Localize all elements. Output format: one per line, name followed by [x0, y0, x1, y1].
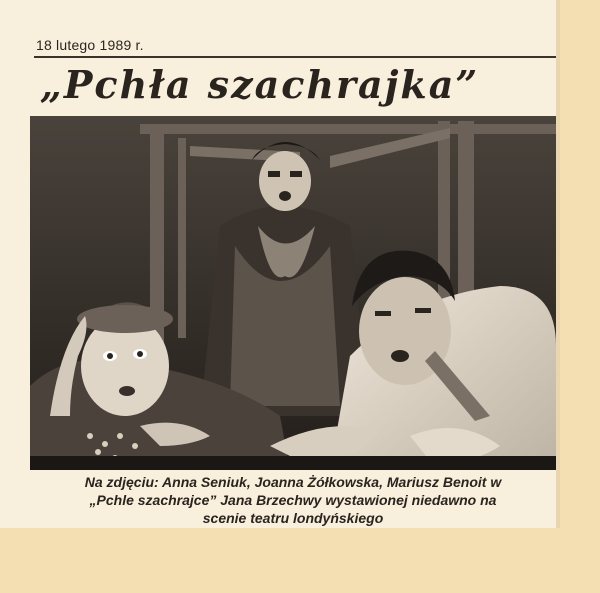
article-headline: „Pchła szachrajka”: [40, 62, 480, 107]
clipping-edge: [556, 0, 560, 528]
caption-line-3: scenie teatru londyńskiego: [202, 510, 384, 526]
caption-line-1: Na zdjęciu: Anna Seniuk, Joanna Żółkowska, Mariusz Benoit w: [84, 474, 502, 490]
stage-photo-illustration: [30, 116, 556, 470]
stage-photo: [30, 116, 556, 470]
caption-line-2: „Pchle szachrajce” Jana Brzechwy wystawionej niedawno na: [89, 492, 497, 508]
header-rule: [34, 56, 558, 58]
photo-caption: [30, 473, 556, 527]
publication-date: 18 lutego 1989 r.: [36, 37, 144, 53]
